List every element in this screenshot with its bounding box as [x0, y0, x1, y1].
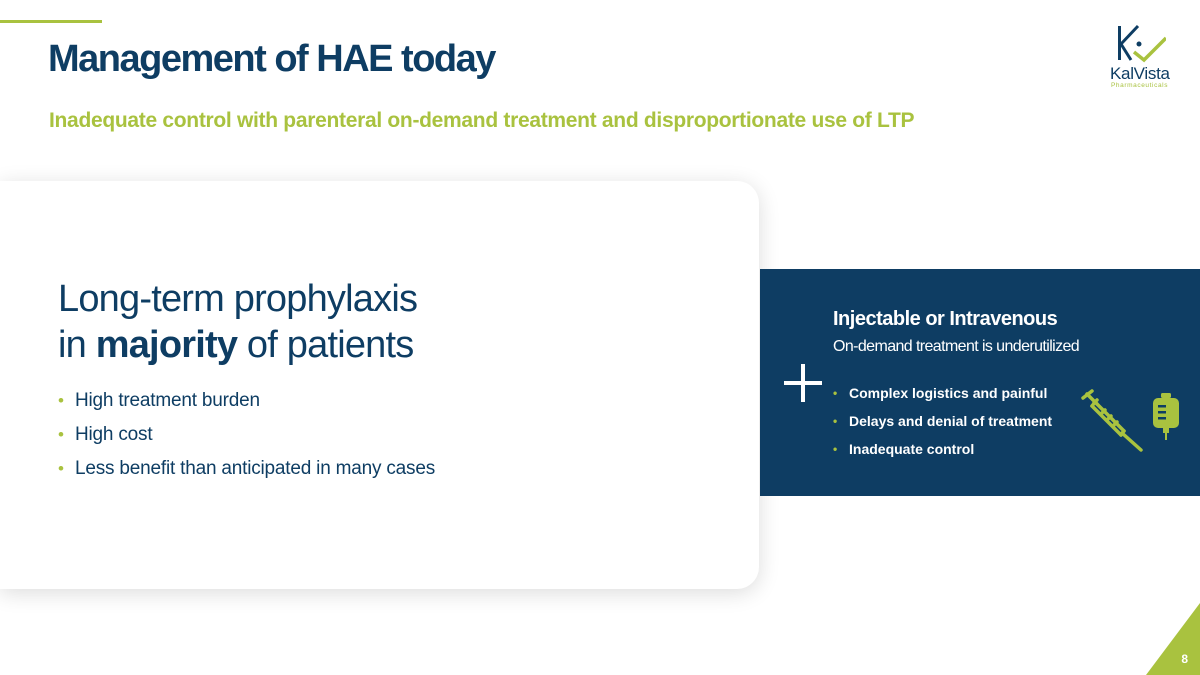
- ltp-heading-line1: Long-term prophylaxis: [58, 278, 418, 320]
- ltp-heading-prefix: in: [58, 324, 96, 366]
- corner-triangle: [1146, 603, 1200, 675]
- iv-bag-icon: [1150, 393, 1182, 441]
- list-item: • Less benefit than anticipated in many cases: [58, 458, 435, 492]
- top-accent-rule: [0, 20, 102, 23]
- logo-mark-icon: [1114, 24, 1166, 64]
- company-logo: [1108, 24, 1180, 92]
- list-item: • High cost: [58, 424, 435, 458]
- on-demand-title: Injectable or Intravenous: [833, 308, 1058, 330]
- ltp-bullet-list: [58, 390, 435, 492]
- ltp-heading-suffix: of patients: [237, 324, 414, 366]
- ltp-heading-emphasis: majority: [95, 324, 238, 366]
- on-demand-bullet-list: [833, 385, 1052, 469]
- logo-name: KalVista: [1110, 64, 1170, 83]
- logo-tagline: Pharmaceuticals: [1111, 82, 1169, 89]
- list-item: • High treatment burden: [58, 390, 435, 424]
- on-demand-panel: [760, 269, 1200, 496]
- list-item: • Delays and denial of treatment: [833, 413, 1052, 441]
- ltp-heading: [58, 276, 417, 368]
- page-number: 8: [1181, 652, 1188, 666]
- on-demand-subtitle: On-demand treatment is underutilized: [833, 338, 1080, 355]
- list-item: • Inadequate control: [833, 441, 1052, 469]
- syringe-icon: [1080, 389, 1144, 453]
- plus-icon: [784, 364, 822, 402]
- slide-subtitle: Inadequate control with parenteral on-demand treatment and disproportionate use of LTP: [49, 109, 915, 132]
- slide-title: Management of HAE today: [48, 38, 495, 80]
- list-item: • Complex logistics and painful: [833, 385, 1052, 413]
- ltp-card: [0, 181, 759, 589]
